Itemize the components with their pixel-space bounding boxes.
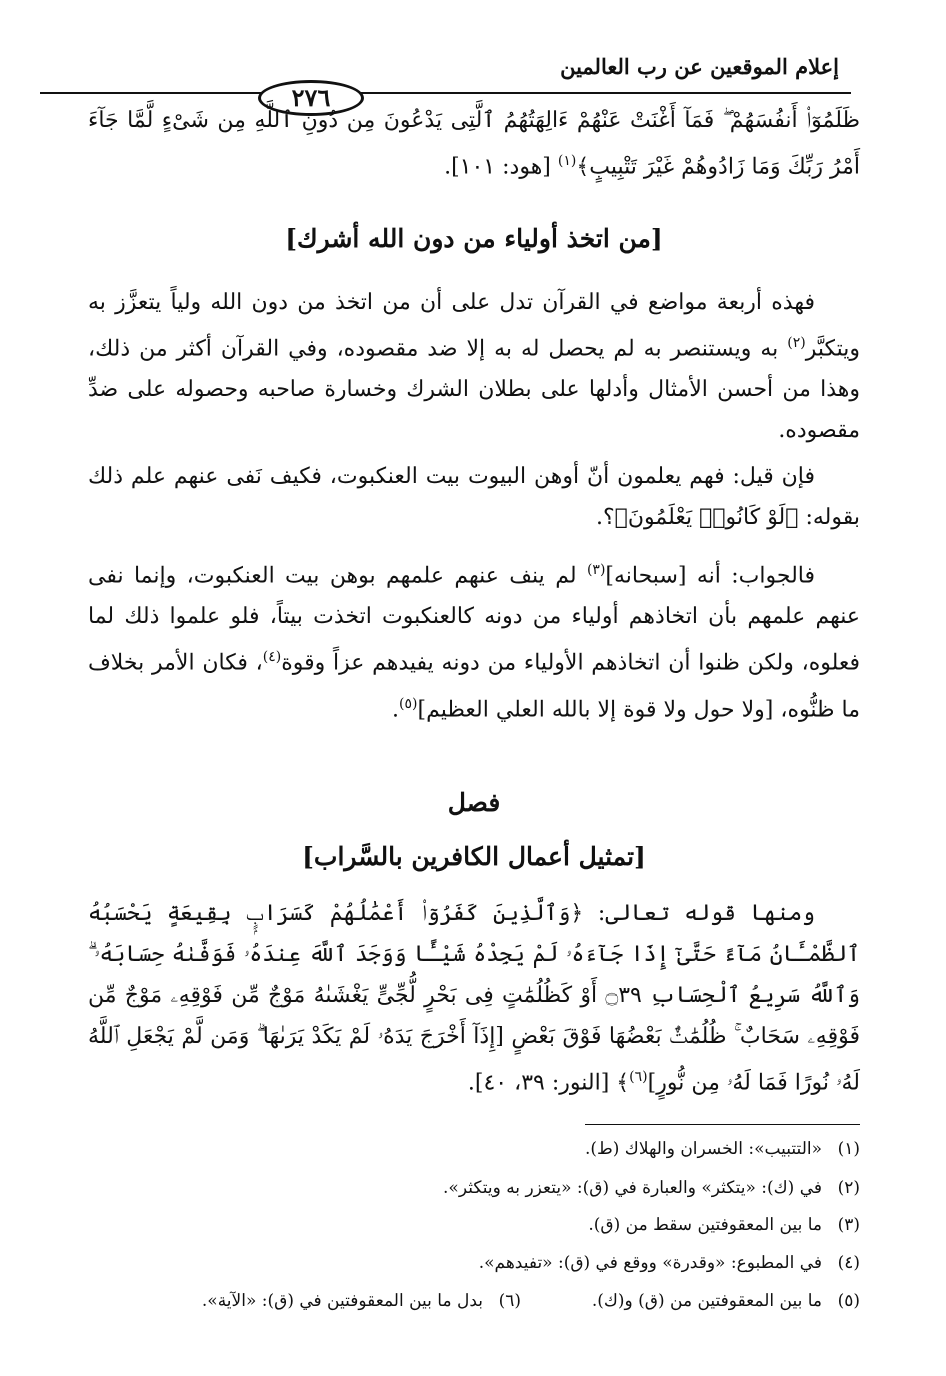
- fasl-heading: فصل: [447, 788, 501, 817]
- footnote-marker-4: (٤): [262, 649, 282, 666]
- footnote-text: في المطبوع: «وقدرة» ووقع في (ق): «تفيدهم».: [478, 1253, 822, 1273]
- footnote-marker-5: (٥): [399, 695, 418, 712]
- footnote-marker-6: (٦): [629, 1069, 648, 1085]
- verse-nur: [88, 893, 860, 1103]
- p2-text-a: فإن قيل: فهم يعلمون أنّ أوهن البيوت بيت العنكبوت، فكيف نَفى عنهم علم ذلك بقوله:: [88, 464, 860, 530]
- verse-nur-ref: [النور: ٣٩، ٤٠].: [467, 1070, 610, 1096]
- footnote-number: (٣): [837, 1215, 860, 1235]
- verse-top: [88, 100, 860, 187]
- footnote-text: ما بين المعقوفتين من (ق) و(ك).: [591, 1291, 822, 1311]
- footnote-marker-3: (٣): [586, 562, 606, 578]
- footnote-number: (٥): [837, 1291, 860, 1311]
- footnote-text: ما بين المعقوفتين سقط من (ق).: [588, 1215, 822, 1235]
- p1-text-a: فهذه أربعة مواضع في القرآن تدل على أن من اتخذ من دون الله ولياً يتعزَّز به ويتكبَّر: [88, 290, 860, 362]
- paragraph-1: [88, 282, 860, 451]
- section2-title: [تمثيل أعمال الكافرين بالسَّراب]: [302, 842, 646, 871]
- footnote-3: [588, 1215, 860, 1235]
- verse-nur-text: ﴿وَٱلَّذِينَ كَفَرُوٓا۟ أَعْمَٰلُهُمْ كَسَرَابٍۭ بِقِيعَةٍ يَحْسَبُهُ ٱلظَّمْـَٔانُ مَآءً حَتَّىٰٓ إِذَا جَآءَهُۥ لَمْ يَجِدْهُ شَيْـًٔا وَوَجَدَ ٱللَّهَ عِندَهُۥ فَوَفَّىٰهُ حِسَابَهُۥ ۗ وَٱللَّهُ سَرِيعُ ٱلْحِسَابِ ۝٣٩ أَوْ كَظُلُمَٰتٍ فِى بَحْرٍ لُّجِّىٍّ يَغْشَىٰهُ مَوْجٌ مِّن فَوْقِهِۦ مَوْجٌ مِّن فَوْقِهِۦ سَحَابٌ ۚ ظُلُمَٰتٌۢ بَعْضُهَا فَوْقَ بَعْضٍ [إِذَآ أَخْرَجَ يَدَهُۥ لَمْ يَكَدْ يَرَىٰهَا ۗ وَمَن لَّمْ يَجْعَلِ ٱللَّهُ لَهُۥ نُورًا فَمَا لَهُۥ مِن نُّورٍ]: [88, 901, 860, 1096]
- footnote-number: (١): [837, 1139, 860, 1159]
- p3-text-d: .: [392, 696, 400, 722]
- verse-top-line2: وَمَا زَادُوهُمْ غَيْرَ تَتْبِيبٍ﴾: [576, 154, 781, 180]
- footnote-number: (٢): [837, 1178, 860, 1198]
- footnote-text: في (ك): «يتكثر» والعبارة في (ق): «يتعزر به ويتكثر».: [443, 1178, 822, 1198]
- page-number: ٢٧٦: [258, 80, 364, 116]
- section1-title: [من اتخذ أولياء من دون الله أشرك]: [285, 224, 663, 253]
- footnote-marker-2: (٢): [787, 335, 806, 351]
- p2-text-b: ؟.: [596, 505, 615, 530]
- footnote-number: (٤): [837, 1253, 860, 1273]
- p3-text-b: لم ينف عنهم علمهم بوهن بيت العنكبوت، وإنما نفى عنهم علمهم بأن اتخاذهم أولياء من دونه كالعنكبوت اتخذت بيتاً، فلو علموا ذلك لما فعلوه، ولكن ظنوا أن اتخاذهم الأولياء من دونه يفيدهم عزاً وقوة: [88, 563, 860, 676]
- paragraph-3: [88, 550, 860, 730]
- verse-intro: ومنها قوله تعالى:: [597, 901, 815, 926]
- p3-text-a: فالجواب: أنه [سبحانه]: [605, 563, 815, 589]
- footnote-rule: [585, 1124, 860, 1125]
- footnote-marker-1: (١): [557, 153, 577, 169]
- footnote-2: [443, 1178, 860, 1198]
- footnote-text: بدل ما بين المعقوفتين في (ق): «الآية».: [201, 1291, 483, 1311]
- footnote-number: (٦): [498, 1291, 521, 1311]
- footnote-6: [202, 1291, 521, 1311]
- p2-quote: ﴿لَوْ كَانُوا۟ يَعْلَمُونَ﴾: [614, 505, 799, 530]
- verse-top-ref: [هود: ١٠١].: [444, 154, 551, 180]
- page-header: [40, 40, 851, 112]
- verse-nur-end: ﴾: [616, 1070, 630, 1096]
- footnote-text: «التتبيب»: الخسران والهلاك (ط).: [585, 1139, 822, 1159]
- p1-text-b: به ويستنصر به لم يحصل له به إلا ضد مقصوده، وفي القرآن أكثر من ذلك، وهذا من أحسن الأمثال وأدلها على بطلان الشرك وخسارة صاحبه وحصوله على ضدِّ مقصوده.: [88, 336, 860, 444]
- paragraph-2: [88, 456, 860, 538]
- footnote-4: [479, 1253, 860, 1273]
- p3-text-c: ، فكان الأمر بخلاف ما ظنُّوه، [ولا حول ولا قوة إلا بالله العلي العظيم]: [88, 650, 860, 722]
- footnote-1: [585, 1139, 860, 1159]
- running-title: إعلام الموقعين عن رب العالمين: [560, 54, 839, 79]
- footnote-5: [592, 1291, 860, 1311]
- verse-top-line1: ظَلَمُوٓا۟ أَنفُسَهُمْ ۖ فَمَآ أَغْنَتْ عَنْهُمْ ءَالِهَتُهُمُ ٱلَّتِى يَدْعُونَ مِن دُونِ ٱللَّهِ مِن شَىْءٍ لَّمَّا جَآءَ أَمْرُ رَبِّكَ: [88, 108, 860, 180]
- header-rule: [40, 92, 851, 94]
